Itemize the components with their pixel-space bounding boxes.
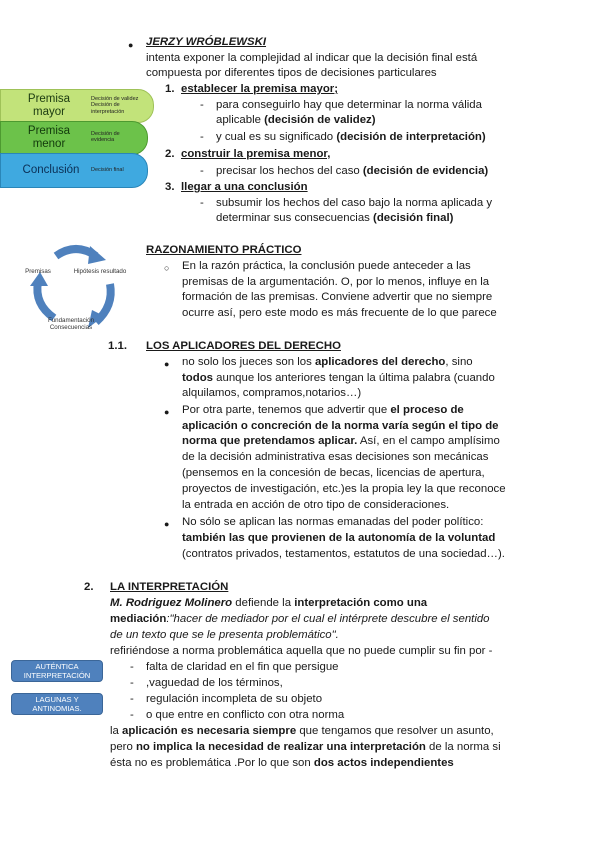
text-line: ,vaguedad de los términos, (146, 677, 283, 689)
premisa-mayor-block (0, 89, 154, 123)
text-line: norma que pretendamos aplicar. Así, en el campo amplísimo (182, 435, 500, 447)
text-line: o que entre en conflicto con otra norma (146, 709, 345, 721)
text-line: la aplicación es necesaria siempre que tengamos que resolver un asunto, (110, 725, 494, 737)
text-line: no solo los jueces son los aplicadores del derecho, sino (182, 356, 473, 368)
text-line: formación de las premisas. Conviene advertir que no siempre (182, 291, 493, 303)
note: Decisión final (91, 167, 124, 173)
premisa-mayor-title: Premisa mayor (27, 93, 71, 118)
heading-wroblewski: JERZY WRÓBLEWSKI (146, 36, 267, 48)
premisa-menor-block (0, 121, 148, 155)
text-line: falta de claridad en el fin que persigue (146, 661, 339, 673)
dash: - (130, 693, 134, 705)
text-line: de la decisión administrativa esas decisiones son mecánicas (182, 451, 489, 463)
text-line: M. Rodriguez Molinero defiende la interpretación como una (110, 597, 428, 609)
item-number: 2. (165, 148, 175, 160)
cycle-label-left: Premisas (25, 268, 51, 275)
text-line: subsumir los hechos del caso bajo la norma aplicada y (216, 197, 493, 209)
note: Decisión de (91, 102, 120, 109)
circle-bullet: ○ (164, 263, 170, 273)
text-line: todos aunque los anteriores tengan la última palabra (cuando (182, 372, 495, 384)
note: interpretación (91, 108, 125, 115)
item-heading: establecer la premisa mayor; (181, 83, 339, 95)
dash: - (200, 197, 204, 209)
text-line: pero no implica la necesidad de realizar una interpretación de la norma si (110, 741, 501, 753)
dash: - (130, 661, 134, 673)
cycle-label-right: Hipótesis resultado (73, 268, 127, 275)
item-number: 3. (165, 181, 175, 193)
text-line: En la razón práctica, la conclusión puede anteceder a las (182, 260, 471, 272)
text-line: ocurre así, pero este modo es más frecuente de lo que parece (182, 307, 497, 319)
text-line: determinar sus consecuencias (decisión final) (216, 212, 454, 224)
premisa-menor-title: Premisa menor (27, 125, 71, 150)
heading-aplicadores: LOS APLICADORES DEL DERECHO (146, 340, 341, 352)
text-line: (pensemos en la concesión de becas, licencias de apertura, (182, 467, 485, 479)
text-line: aplicable (decisión de validez) (216, 114, 376, 126)
tag-autentica-interpretacion: AUTÉNTICA INTERPRETACIÓN (11, 660, 103, 682)
bullet: ● (128, 40, 134, 50)
text-line: aplicación o concreción de la norma varía según el tipo de (182, 420, 499, 432)
text-line: también las que provienen de la autonomía de la voluntad (182, 532, 496, 544)
text-line: y cual es su significado (decisión de interpretación) (216, 131, 486, 143)
text-line: refiriéndose a norma problemática aquella que no puede cumplir su fin por - (110, 645, 493, 657)
text-line: regulación incompleta de su objeto (146, 693, 323, 705)
dash: - (200, 99, 204, 111)
arrowhead (88, 246, 106, 264)
conclusion-title: Conclusión (22, 164, 80, 176)
text-line: la entrada en acción de otro tipo de consideraciones. (182, 499, 450, 511)
section-number: 1.1. (108, 340, 127, 352)
section-number: 2. (84, 581, 94, 593)
note: Decisión de (91, 131, 120, 137)
text-line: Por otra parte, tenemos que advertir que el proceso de (182, 404, 464, 416)
text-line: compuesta por diferentes tipos de decisiones particulares (146, 67, 437, 79)
note: evidencia (91, 137, 115, 144)
text-line: mediación:"hacer de mediador por el cual el intérprete descubre el sentido (110, 613, 490, 625)
text-line: precisar los hechos del caso (decisión de evidencia) (216, 165, 489, 177)
item-heading: construir la premisa menor, (181, 148, 331, 160)
dash: - (200, 165, 204, 177)
heading-razonamiento: RAZONAMIENTO PRÁCTICO (146, 244, 302, 256)
text-line: No sólo se aplican las normas emanadas del poder político: (182, 516, 484, 528)
text-line: (contratos privados, testamentos, estatutos de una sociedad…). (182, 548, 505, 560)
text-line: ésta no es problemática .Por lo que son dos actos independientes (110, 757, 454, 769)
dash: - (130, 709, 134, 721)
item-heading: llegar a una conclusión (181, 181, 308, 193)
item-number: 1. (165, 83, 175, 95)
cycle-arrow-left (37, 282, 54, 318)
bullet: ● (164, 359, 170, 369)
text-line: intenta exponer la complejidad al indicar que la decisión final está (146, 52, 478, 64)
text-line: para conseguirlo hay que determinar la norma válida (216, 99, 482, 111)
conclusion-block (0, 153, 148, 188)
dash: - (130, 677, 134, 689)
tag-lagunas-antinomias: LAGUNAS Y ANTINOMIAS. (11, 693, 103, 715)
dash: - (200, 131, 204, 143)
bullet: ● (164, 407, 170, 417)
bullet: ● (164, 519, 170, 529)
text-line: proyectos de investigación, etc.)es la propia ley la que reconoce (182, 483, 506, 495)
note: Decisión de validez (91, 96, 139, 102)
text-line: alquilamos, compramos,notarios…) (182, 387, 362, 399)
text-line: premisas de la argumentación. O, por lo menos, influye en la (182, 276, 490, 288)
cycle-label-bottom: Fundamentación Consecuencias (47, 317, 95, 331)
text-line: de un texto que se le presenta problemático". (110, 629, 339, 641)
heading-interpretacion: LA INTERPRETACIÓN (110, 581, 229, 593)
